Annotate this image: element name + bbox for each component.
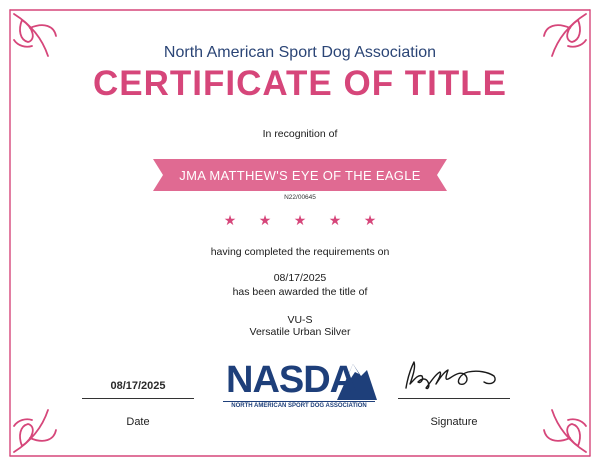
date-label: Date <box>126 416 150 428</box>
star-icon: ★ <box>293 213 307 229</box>
registration-number: N22/00645 <box>284 194 316 201</box>
logo-wordmark: NASDA <box>226 359 357 401</box>
logo-rule <box>223 401 375 402</box>
signature-label: Signature <box>430 416 478 428</box>
title-code: VU-S <box>287 314 313 326</box>
star-icon: ★ <box>223 213 237 229</box>
title-name: Versatile Urban Silver <box>249 326 351 338</box>
date-line <box>82 398 194 399</box>
nasda-logo <box>219 356 379 418</box>
completion-date: 08/17/2025 <box>273 272 327 284</box>
awarded-text: has been awarded the title of <box>232 286 368 298</box>
organization-name: North American Sport Dog Association <box>163 44 437 61</box>
star-row <box>0 213 600 229</box>
logo-tagline: NORTH AMERICAN SPORT DOG ASSOCIATION <box>231 403 367 409</box>
signature-line <box>398 398 510 399</box>
dog-name: JMA MATTHEW'S EYE OF THE EAGLE <box>179 168 421 183</box>
star-icon: ★ <box>328 213 342 229</box>
signature-mark <box>398 358 508 394</box>
star-icon: ★ <box>363 213 377 229</box>
date-value: 08/17/2025 <box>110 380 166 392</box>
star-icon: ★ <box>258 213 272 229</box>
requirements-text: having completed the requirements on <box>210 246 390 258</box>
certificate-title: CERTIFICATE OF TITLE <box>92 64 508 103</box>
recognition-text: In recognition of <box>262 128 338 140</box>
